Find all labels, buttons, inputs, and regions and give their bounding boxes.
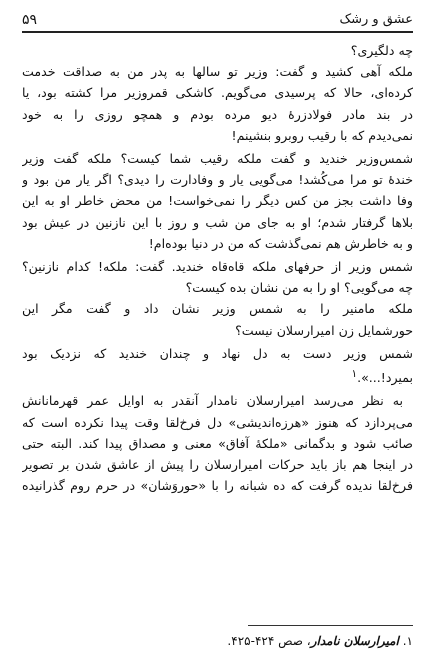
text-line: به نظر می‌رسد امیرارسلان نامدار آنقدر به اوایل عمر قهرمانانش [22,393,403,409]
text-line: شمس وزیر دست به دل نهاد و چندان خندید که نزدیک بود [22,345,413,361]
page-number: ۵۹ [22,12,38,28]
text-line: چه می‌گویی؟ او را به من نشان بده کیست؟ [185,280,413,296]
footnote [22,634,413,648]
header-rule [22,31,413,33]
footnote-number: ۱. [402,634,413,648]
text-line: و به خاطرش هم نمی‌گذشت که من در دنیا بوده‌ام! [148,235,413,251]
paragraph [22,148,413,254]
text-line: ملکه مامنیر را به شمس وزیر نشان داد و گفت مگر این [22,301,413,317]
text-line: فرخ‌لقا ندیده گرفت که ده شبانه را با «حوروَشان» در حرم روم گذرانیده [22,478,413,494]
footnote-source: امیرارسلان نامدار [310,634,399,648]
text-line: صائب شود و بدگمانی «ملکهٔ آفاق» معنی و مصداق پیدا کند. البته حتی [22,435,413,451]
paragraph [22,390,413,496]
footnote-pages: ، صص ۴۲۴-۴۲۵. [227,634,311,648]
text-line: چه دلگیری؟ [350,43,413,58]
text-line: نمی‌دیدم که با رقیب روبرو بنشینم! [231,127,413,143]
paragraph [22,298,413,340]
text-line: شمس‌وزیر خندید و گفت ملکه رقیب شما کیست؟ ملکه گفت وزیر [22,151,413,167]
text-line: در بند مادر فولادزرهٔ دیو مرده بودم و همچو روزی را به خود [22,106,413,122]
text-line: ملکه آهی کشید و گفت: وزیر تو سالها به پدر من به صداقت خدمت [22,64,413,80]
paragraph [22,40,413,61]
text-line: بمیرد!...».$^۱$ [351,368,413,386]
text-line: کرده‌ای، حالا که پرسیدی می‌گویم. کاشکی قمروزیر مرا کشته بود، یا [22,85,413,101]
text-line: می‌پردازد که هنوز «هرزه‌اندیشی» دل فرخ‌لقا وقت پیدا نکرده است که [22,414,413,430]
footnote-marker: ۱ [351,368,358,381]
text-line: وفا داشت بجز من کس دیگر را نمی‌خواست! من محض خاطر او به این [22,193,413,209]
chapter-title: عشق و رشک [339,12,413,27]
text-line: بلاها گرفتار شدم؛ او به جای من شب و روز با این نازنین در عیش بود [22,214,413,230]
page-body [22,40,413,496]
footnote-rule [248,625,413,626]
text-line: در اینجا هم باز باید حرکات امیرارسلان را پیش از عاشق شدن بر تصویر [22,457,413,473]
text-line: حورشمایل زن امیرارسلان نیست؟ [235,322,413,338]
text-line: خندهٔ تو مرا می‌کُشد! می‌گویی یار و وفادارت را دیدی؟ اگر یار من بود و [22,172,413,188]
text-line: شمس وزیر از حرفهای ملکه قاه‌قاه خندید. گفت: ملکه! کدام نازنین؟ [22,259,413,275]
paragraph [22,256,413,298]
running-header [22,8,413,32]
paragraph [22,343,413,389]
paragraph [22,61,413,146]
